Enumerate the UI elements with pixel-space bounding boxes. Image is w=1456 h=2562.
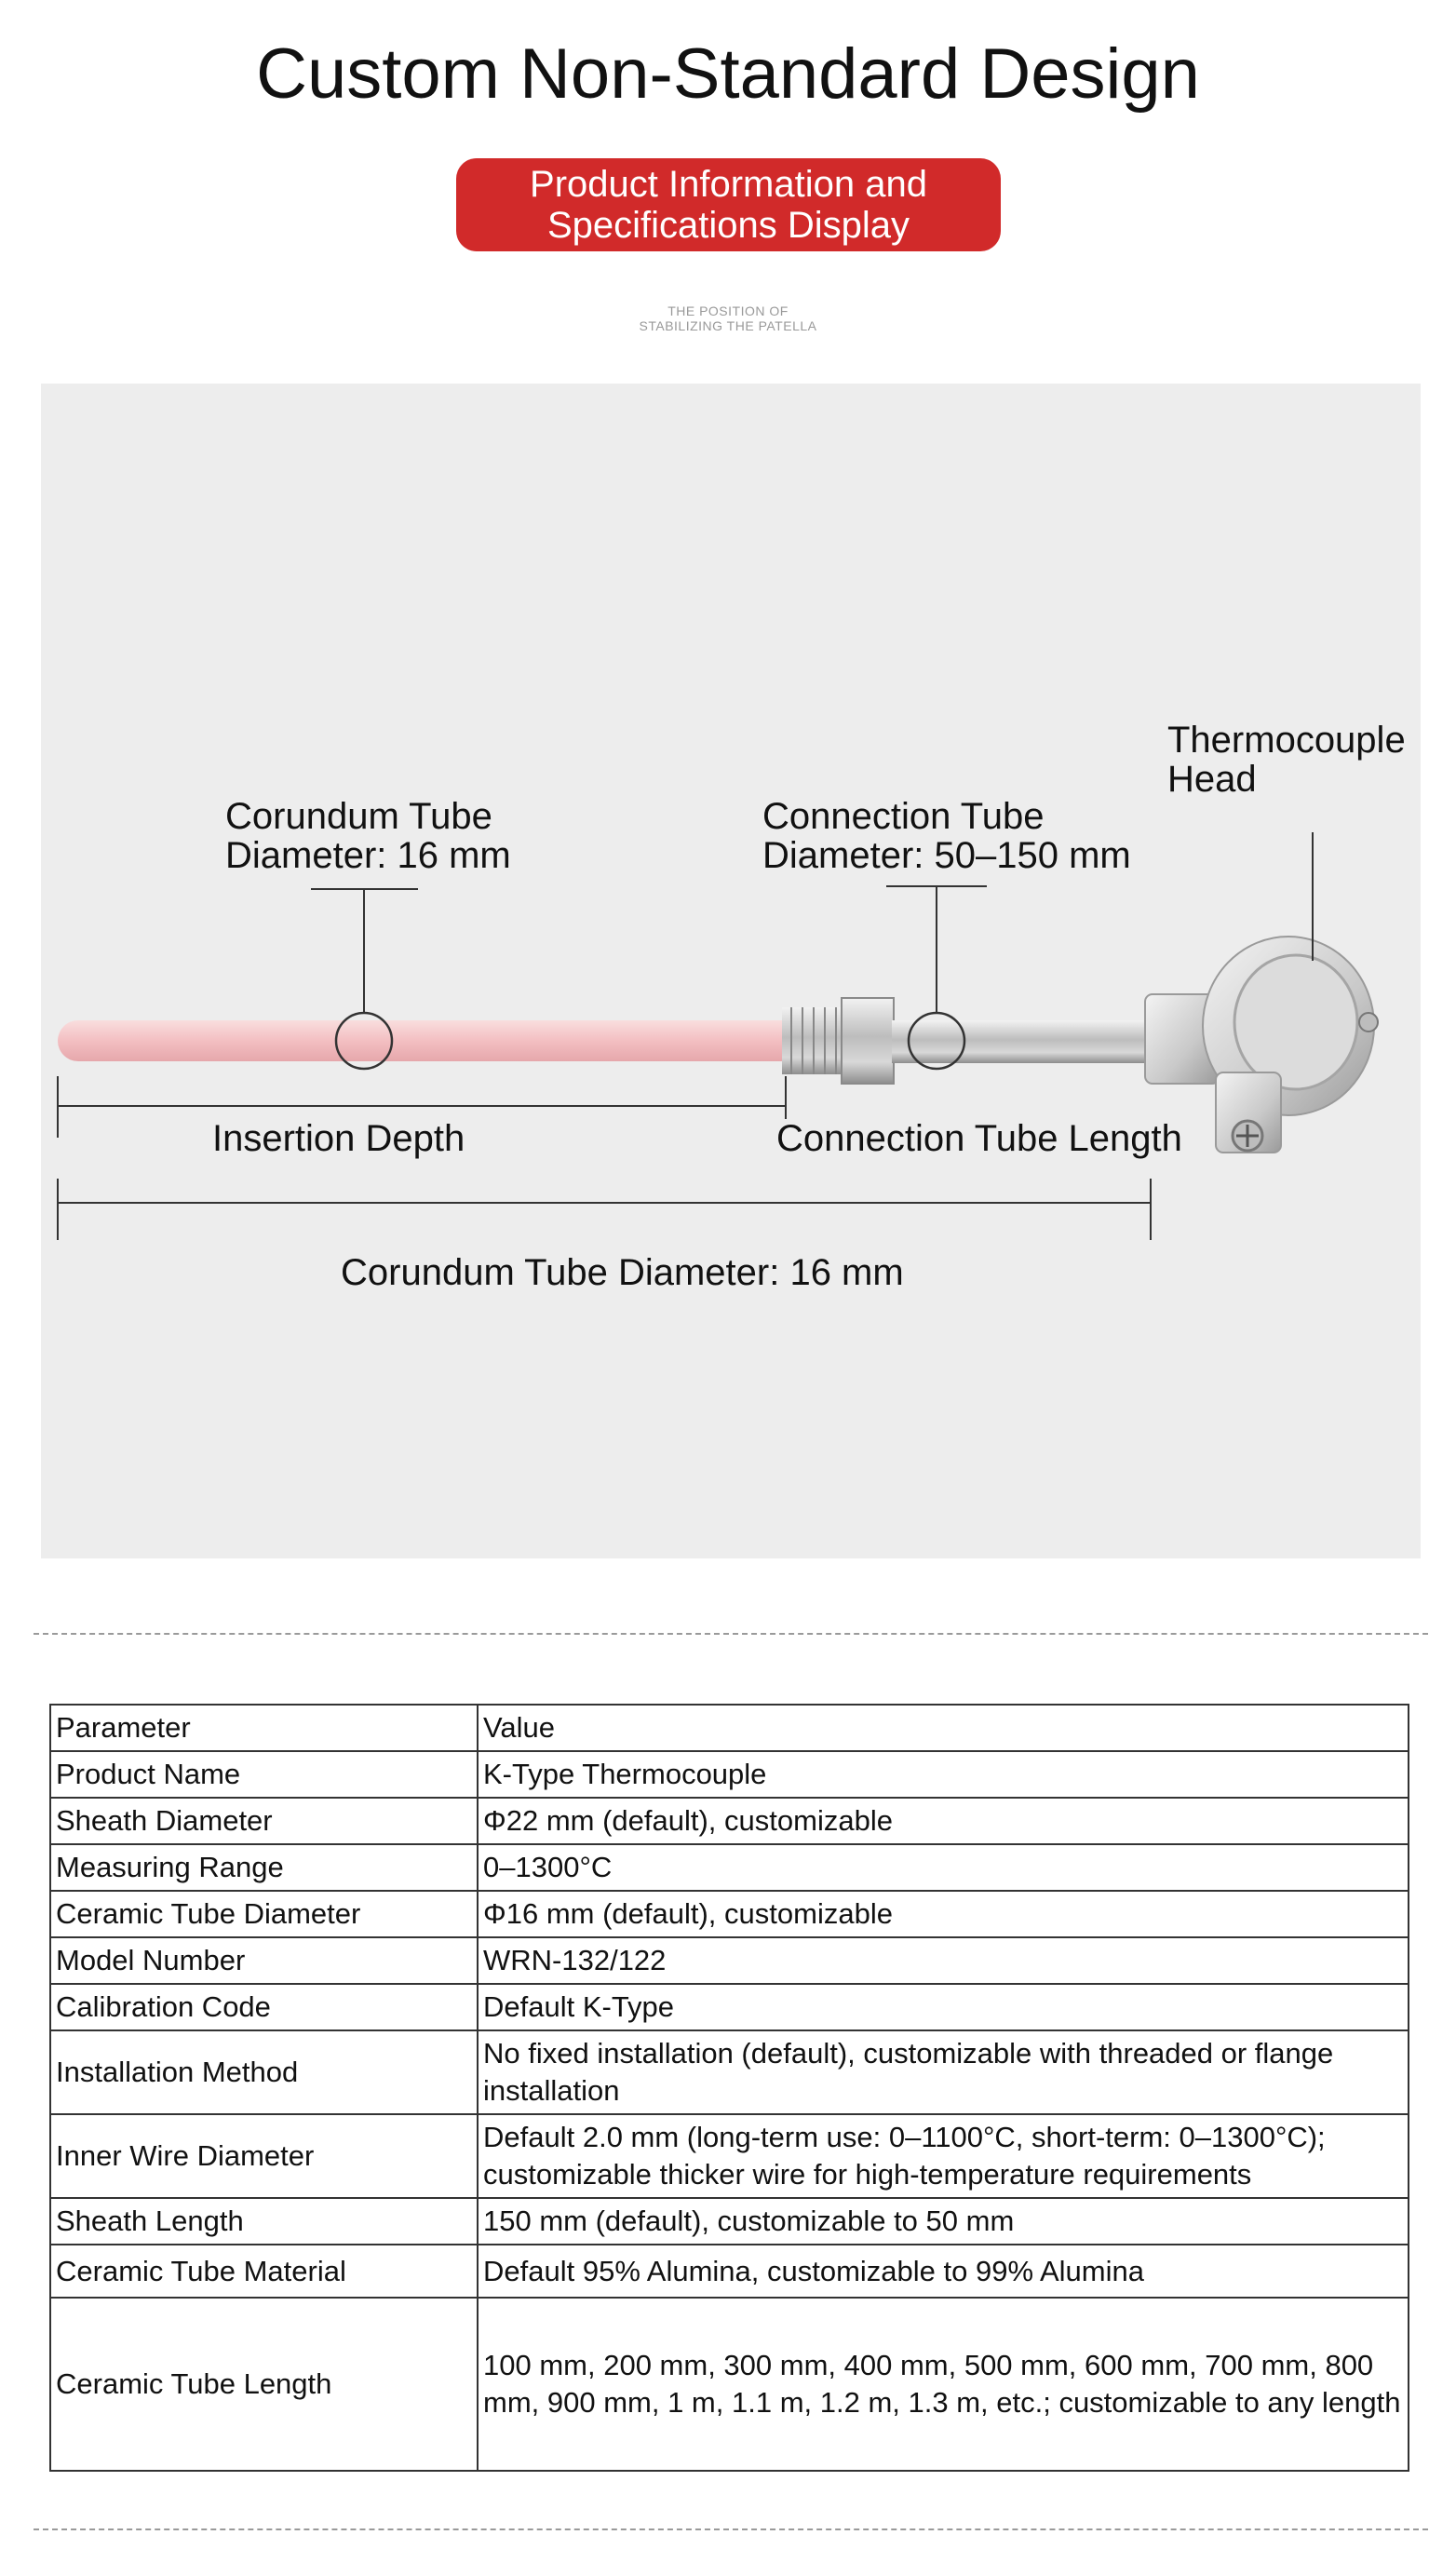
table-row [50, 1798, 1409, 1844]
table-cell-value: 0–1300°C [478, 1844, 1409, 1891]
thermocouple-drawing [41, 384, 1421, 1558]
connection-tube-label-line-1: Connection Tube [762, 796, 1045, 837]
corundum-tube-label-line-1: Corundum Tube [225, 796, 492, 837]
small-caption [0, 303, 1456, 333]
table-cell-parameter: Installation Method [50, 2030, 478, 2114]
table-cell-parameter: Calibration Code [50, 1984, 478, 2030]
table-cell-value: Default 2.0 mm (long-term use: 0–1100°C, short-term: 0–1300°C); customizable thicker wire for high-temperature requirements [478, 2114, 1409, 2198]
table-cell-parameter: Ceramic Tube Length [50, 2298, 478, 2471]
table-row [50, 1937, 1409, 1984]
section-badge [456, 158, 1001, 251]
corundum-tube [58, 1020, 823, 1061]
table-header-row [50, 1705, 1409, 1751]
table-cell-parameter: Ceramic Tube Diameter [50, 1891, 478, 1937]
table-cell-value: Default K-Type [478, 1984, 1409, 2030]
table-cell-value: Φ16 mm (default), customizable [478, 1891, 1409, 1937]
small-caption-line-2: STABILIZING THE PATELLA [639, 318, 817, 333]
table-cell-value: Default 95% Alumina, customizable to 99% Alumina [478, 2245, 1409, 2298]
connection-tube-length-label: Connection Tube Length [776, 1118, 1182, 1159]
spec-table [49, 1704, 1409, 2472]
table-cell-value: 100 mm, 200 mm, 300 mm, 400 mm, 500 mm, 600 mm, 700 mm, 800 mm, 900 mm, 1 m, 1.1 m, 1.2 m, 1.3 m, etc.; customizable to any length [478, 2298, 1409, 2471]
table-header-parameter: Parameter [50, 1705, 478, 1751]
table-cell-parameter: Measuring Range [50, 1844, 478, 1891]
page-title: Custom Non-Standard Design [256, 34, 1200, 114]
section-badge-line-2: Specifications Display [546, 205, 910, 246]
table-row [50, 2298, 1409, 2471]
table-cell-value: Φ22 mm (default), customizable [478, 1798, 1409, 1844]
thermocouple-head-label-line-1: Thermocouple [1167, 720, 1406, 761]
overall-dimension-label: Corundum Tube Diameter: 16 mm [341, 1252, 904, 1293]
thermocouple-diagram [41, 384, 1421, 1558]
table-row [50, 1891, 1409, 1937]
table-cell-parameter: Sheath Length [50, 2198, 478, 2245]
table-cell-parameter: Inner Wire Diameter [50, 2114, 478, 2198]
table-header-value: Value [478, 1705, 1409, 1751]
section-badge-line-1: Product Information and [530, 164, 927, 205]
divider-top [34, 1633, 1428, 1635]
overall-length-dimension [58, 1179, 1151, 1240]
corundum-tube-label [225, 797, 511, 875]
connection-tube-label-line-2: Diameter: 50–150 mm [762, 835, 1131, 876]
table-cell-parameter: Product Name [50, 1751, 478, 1798]
table-row [50, 2030, 1409, 2114]
thermocouple-head-label-line-2: Head [1167, 759, 1257, 800]
table-cell-parameter: Sheath Diameter [50, 1798, 478, 1844]
corundum-tube-label-line-2: Diameter: 16 mm [225, 835, 511, 876]
table-row [50, 1844, 1409, 1891]
table-cell-parameter: Model Number [50, 1937, 478, 1984]
table-row [50, 1751, 1409, 1798]
table-cell-parameter: Ceramic Tube Material [50, 2245, 478, 2298]
table-cell-value: No fixed installation (default), customizable with threaded or flange installation [478, 2030, 1409, 2114]
thermocouple-head-label [1167, 721, 1406, 799]
divider-bottom [34, 2528, 1428, 2530]
table-cell-value: 150 mm (default), customizable to 50 mm [478, 2198, 1409, 2245]
table-row [50, 2114, 1409, 2198]
table-row [50, 2198, 1409, 2245]
table-row [50, 1984, 1409, 2030]
insertion-depth-label: Insertion Depth [212, 1118, 465, 1159]
table-cell-value: WRN-132/122 [478, 1937, 1409, 1984]
table-row [50, 2245, 1409, 2298]
table-cell-value: K-Type Thermocouple [478, 1751, 1409, 1798]
threaded-fitting [782, 998, 894, 1084]
small-caption-line-1: THE POSITION OF [667, 303, 789, 318]
connection-tube-label [762, 797, 1131, 875]
